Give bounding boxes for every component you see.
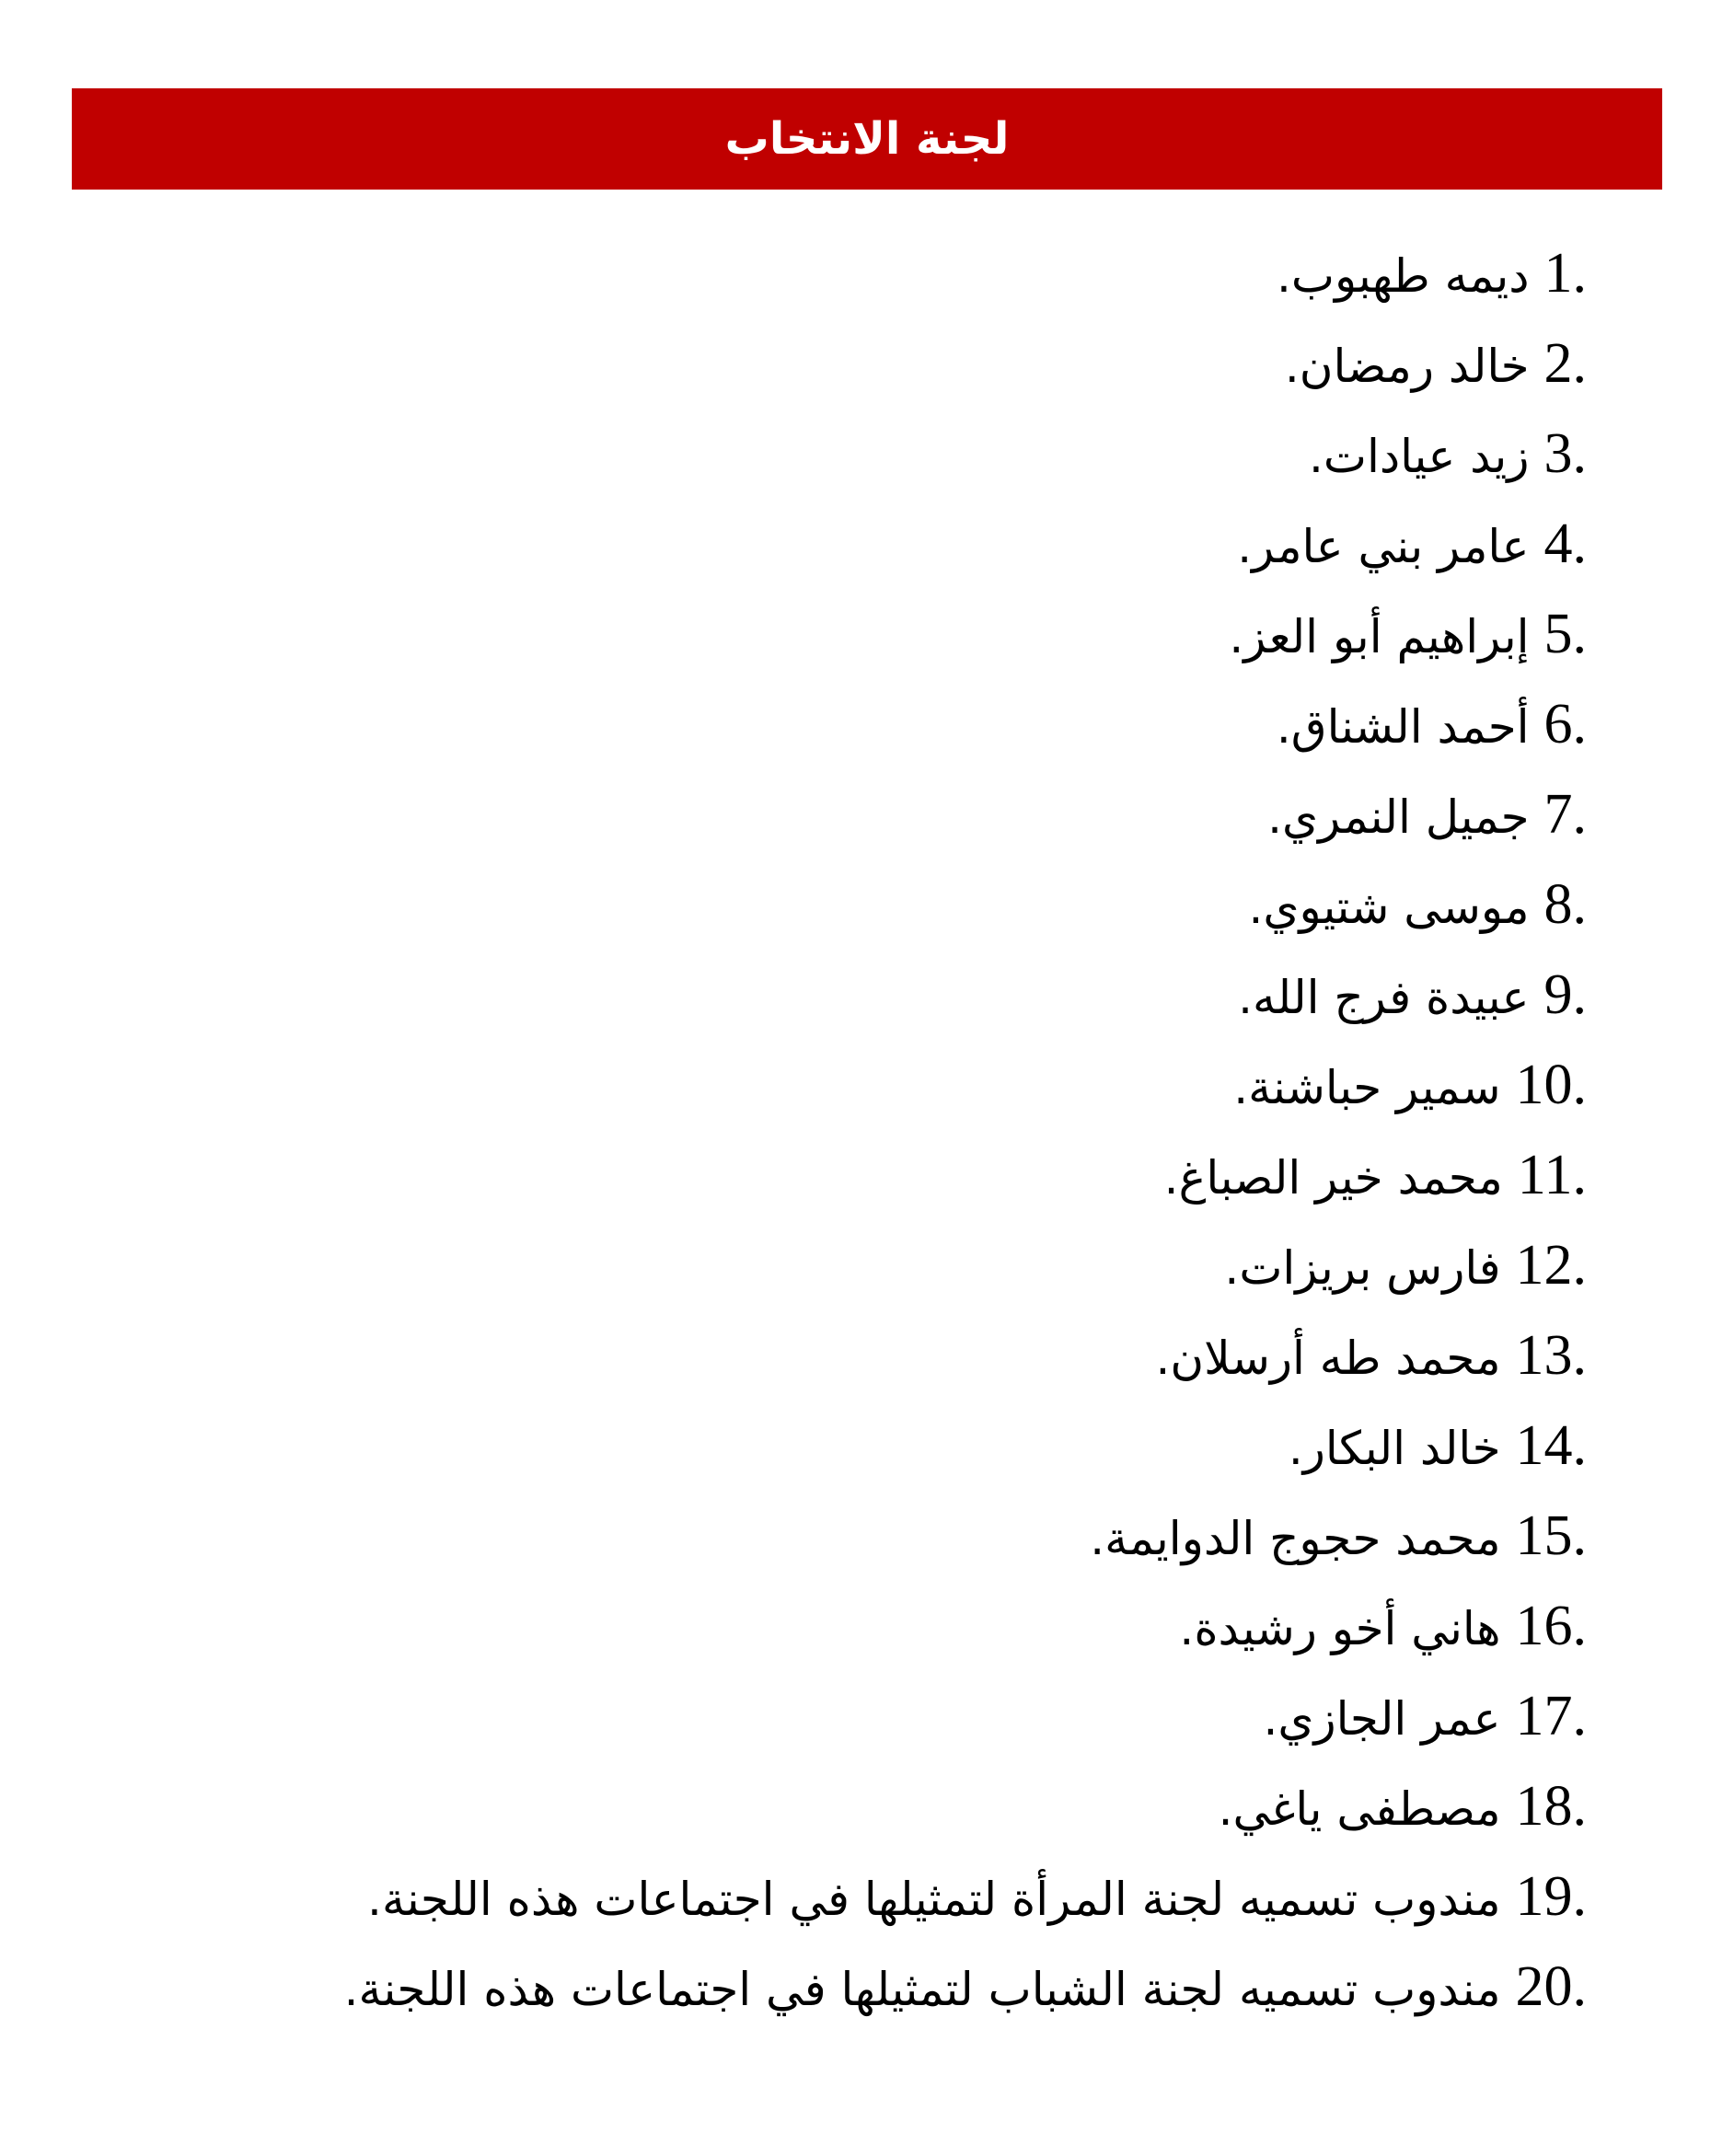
list-item-name: خالد البكار. [1288,1422,1501,1475]
list-item-name: فارس بريزات. [1224,1241,1501,1295]
list-item [344,1942,1587,2032]
list-item [344,1491,1587,1581]
list-item [344,1310,1587,1401]
list-item-number: 2. [1543,332,1587,395]
list-item [344,1401,1587,1491]
list-item-number: 15. [1515,1505,1587,1567]
list-item-number: 6. [1543,693,1587,755]
list-item-name: عامر بني عامر. [1237,520,1530,573]
list-item-number: 9. [1543,963,1587,1026]
list-item [344,1851,1587,1942]
list-item [344,1130,1587,1220]
list-item-name: موسى شتيوي. [1248,881,1530,934]
list-item-number: 4. [1543,513,1587,575]
list-item-name: خالد رمضان. [1284,340,1530,393]
list-item-number: 1. [1543,242,1587,305]
list-item-name: جميل النمري. [1267,790,1530,844]
list-item-number: 3. [1543,422,1587,485]
list-item-name: محمد حجوج الدوايمة. [1090,1512,1501,1565]
list-item-number: 7. [1543,783,1587,846]
list-item-number: 12. [1515,1234,1587,1297]
list-item-number: 10. [1515,1054,1587,1116]
list-item [344,499,1587,589]
list-item-name: زيد عيادات. [1309,430,1530,483]
list-item [344,1581,1587,1671]
list-item-name: مندوب تسميه لجنة الشباب لتمثيلها في اجتماعات هذه اللجنة. [343,1963,1501,2016]
list-item-number: 19. [1515,1865,1587,1928]
list-item-name: محمد طه أرسلان. [1155,1332,1501,1385]
header-bar [72,88,1662,190]
list-item-name: إبراهيم أبو العز. [1229,610,1530,663]
list-item-number: 16. [1515,1595,1587,1657]
list-item [344,1220,1587,1310]
list-item [344,859,1587,950]
list-item-number: 5. [1543,603,1587,665]
list-item [344,950,1587,1040]
list-item-number: 14. [1515,1414,1587,1477]
list-item-name: هاني أخو رشيدة. [1179,1602,1501,1655]
list-item [344,1040,1587,1130]
list-item-number: 8. [1543,873,1587,936]
list-item-number: 20. [1515,1955,1587,2018]
list-item [344,679,1587,769]
list-item [344,769,1587,859]
list-item [344,589,1587,679]
page-title: لجنة الانتخاب [724,113,1010,165]
list-item-name: عمر الجازي. [1263,1692,1501,1746]
list-item-name: مصطفى ياغي. [1218,1782,1501,1836]
list-item-name: سمير حباشنة. [1233,1061,1501,1114]
list-item-name: ديمه طهبوب. [1276,249,1530,303]
list-item [344,1671,1587,1761]
list-item-number: 18. [1515,1775,1587,1838]
list-item [344,1761,1587,1851]
list-item-name: مندوب تسميه لجنة المرأة لتمثيلها في اجتماعات هذه اللجنة. [367,1873,1501,1926]
member-list [344,228,1587,2032]
list-item-name: أحمد الشناق. [1276,700,1530,754]
list-item-number: 13. [1515,1324,1587,1387]
list-item [344,318,1587,409]
list-item-name: عبيدة فرج الله. [1238,971,1530,1024]
list-item [344,228,1587,318]
list-item [344,409,1587,499]
list-item-name: محمد خير الصباغ. [1163,1151,1503,1205]
list-item-number: 17. [1515,1685,1587,1747]
list-item-number: 11. [1517,1144,1587,1206]
